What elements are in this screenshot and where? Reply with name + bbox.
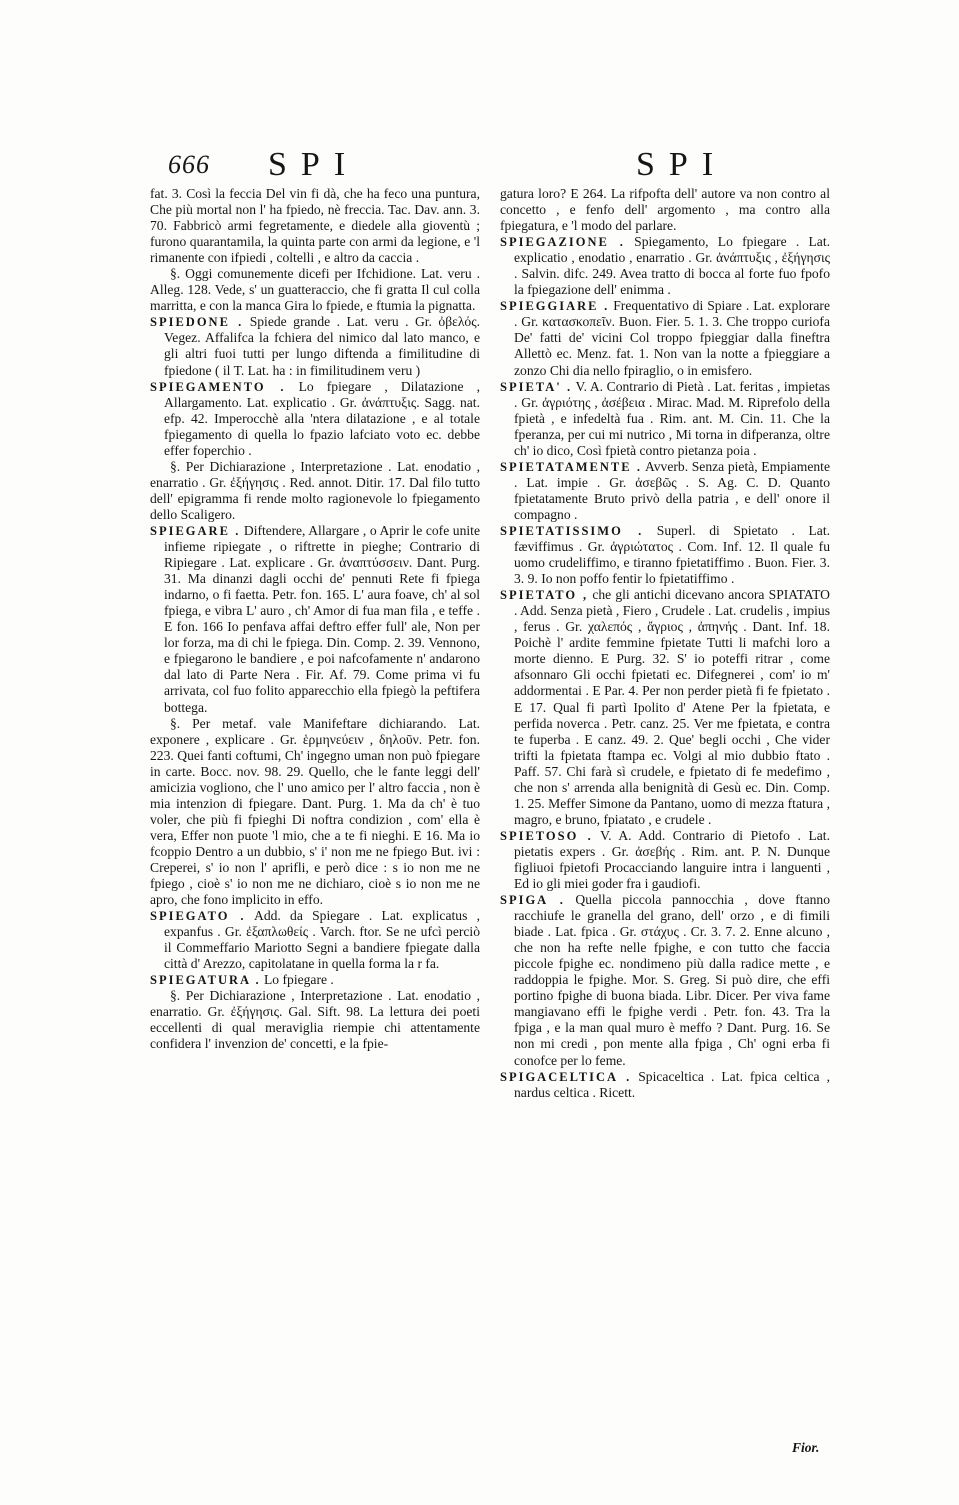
entry-headword: SPIETATAMENTE .	[500, 459, 643, 474]
entry-headword: SPIEGGIARE .	[500, 299, 610, 314]
dictionary-entry	[150, 972, 480, 988]
entry-text: §. Per Dichiarazione , Interpretazione . Lat. enodatio , enarratio . Gr. ἐξήγησις . Red. annot. Ditir. 17. Dal filo tutto dell' epigramma fi rende molto ragionevole lo fpiegamento dello Scaligero.	[150, 458, 480, 522]
dictionary-entry	[500, 892, 830, 1069]
entry-text: V. A. Contrario di Pietà . Lat. feritas , impietas . Gr. ἀγριότης , ἀσέβεια . Mirac. Mad. M. Riprefolo della fpietà , e infedeltà fua . Rim. ant. M. Cin. 11. Che la fperanza, per cui mi nutrico , Mi torna in difperanza, oltre ch' io dico, Così fpietà contro pietanza poia .	[514, 378, 830, 458]
entry-headword: SPIEGAZIONE .	[500, 235, 625, 250]
dictionary-entry	[500, 587, 830, 828]
entry-text: V. A. Add. Contrario di Pietofo . Lat. pietatis expers . Gr. ἀσεβής . Rim. ant. P. N. Dunque figliuoi fpietofi Procacciando languire intra i languenti , Ed io gli miei goder fra i gaudiofi.	[514, 827, 830, 892]
dictionary-entry	[150, 523, 480, 716]
entry-headword: SPIETATISSIMO .	[500, 523, 644, 538]
entry-headword: SPIEGATO .	[150, 909, 246, 924]
entry-continuation	[500, 186, 830, 234]
entry-text: fat. 3. Così la feccia Del vin fi dà, che ha feco una puntura, Che più mortal non l' ha fpiedo, nè freccia. Tac. Dav. ann. 3. 70. Fabbricò armi fegretamente, e diedele alla gioventù ; furono quarantamila, la quinta parte con armi da legione, e 'l rimanente con ifpiedi , coltelli , e altro da caccia .	[150, 186, 480, 266]
entry-subsense	[150, 716, 480, 909]
dictionary-entry	[500, 234, 830, 298]
entry-subsense	[150, 266, 480, 314]
dictionary-entry	[150, 908, 480, 972]
entry-text: Spiegamento, Lo fpiegare . Lat. explicatio , enodatio , enarratio . Gr. ἀνάπτυξις , ἐξήγησις . Salvin. difc. 249. Avea tratto di bocca al forte fuo fpofo la fpiegazione dell' enimma .	[514, 234, 830, 298]
entry-headword: SPIETA' .	[500, 379, 573, 394]
entry-headword: SPIETOSO .	[500, 828, 593, 843]
entry-headword: SPIGACELTICA .	[500, 1069, 632, 1084]
entry-text: gatura loro? E 264. La rifpofta dell' autore va non contro al concetto , e fenfo dell' argomento , ma contro alla fpiegatura, e 'l modo del parlare.	[500, 186, 830, 234]
running-head-left: SPI	[268, 146, 360, 183]
entry-text: Add. da Spiegare . Lat. explicatus , expanfus . Gr. ἐξαπλωθείς . Varch. ftor. Se ne ufcì perciò il Commeffario Mariotto Segni a bandiere fpiegate dalla città d' Arezzo, capitolatane in quella forma la r fa.	[164, 908, 480, 972]
dictionary-entry	[150, 314, 480, 378]
entry-text: Spicaceltica . Lat. fpica celtica , nardus celtica . Ricett.	[514, 1068, 831, 1100]
entry-text: §. Per Dichiarazione , Interpretazione . Lat. enodatio , enarratio. Gr. ἐξήγησις. Gal. Sift. 98. La lettura dei poeti eccellenti di qual meraviglia riempie chi attentamente confidera l' invenzion de' concetti, e la fpie-	[150, 988, 480, 1052]
entry-headword: SPIEDONE .	[150, 315, 244, 330]
dictionary-entry	[150, 379, 480, 459]
dictionary-entry	[500, 379, 830, 459]
dictionary-entry	[500, 828, 830, 892]
entry-text: Frequentativo di Spiare . Lat. explorare . Gr. κατασκοπεῖν. Buon. Fier. 5. 1. 3. Che troppo curiofa De' fatti de' vicini Col troppo fpieggiar dalla fineftra Allettò ec. Menz. fat. 1. Non van la notte a fpieggiare a zonzo Chi dia nello fpiraglio, o in emisfero.	[514, 298, 830, 378]
entry-text: Lo fpiegare .	[260, 972, 334, 988]
entry-subsense	[150, 988, 480, 1052]
page-number: 666	[168, 150, 210, 179]
entry-headword: SPIETATO ,	[500, 588, 589, 603]
entry-headword: SPIEGATURA .	[150, 973, 261, 988]
entry-subsense	[150, 459, 480, 523]
dictionary-entry	[500, 1069, 830, 1101]
entry-text: Avverb. Senza pietà, Empiamente . Lat. impie . Gr. ἀσεβῶς . S. Ag. C. D. Quanto fpietatamente Bruto privò della patria , e dell' onore il compagno .	[514, 458, 830, 522]
dictionary-entry	[500, 298, 830, 378]
entry-headword: SPIEGARE .	[150, 523, 241, 538]
entry-text: Quella piccola pannocchia , dove ftanno racchiufe le granella del grano, dell' orzo , e di fimili biade . Lat. fpica . Gr. στάχυς . Cr. 3. 7. 2. Enne alcuno , che non ha refte nelle fpighe, e con tutto che faccia piccole fpighe ec. nondimeno più dalla radice mette , e raddoppia le fpighe. Mor. S. Greg. Si può dire, che effi portino fpighe di buona biada. Libr. Dicer. Per viva fame mangiavano effi le fpighe verdi . Petr. fon. 43. Tra la fpiga , e la man qual muro è meffo ? Dant. Purg. 16. Se non mi credi , pon mente alla fpiga , Ch' ogni erba fi conofce per lo feme.	[514, 892, 831, 1068]
catchword: Fior.	[792, 1440, 820, 1455]
running-head-right: SPI	[636, 146, 728, 183]
entry-text: Superl. di Spietato . Lat. fæviffimus . Gr. ἀγριώτατος . Com. Inf. 12. Il quale fu uomo crudeliffimo, e tiranno fpietatiffimo . Buon. Fier. 3. 3. 9. Io non poffo fentir lo fpietatiffimo .	[514, 522, 830, 587]
entry-headword: SPIEGAMENTO .	[150, 379, 286, 394]
dictionary-entry	[500, 523, 830, 587]
entry-text: Spiede grande . Lat. veru . Gr. ὀβελός. Vegez. Affalifca la fchiera del nimico dal lato manco, e gli altri fuoi tutti per lungo diftenda a fimilitudine di fpiedone ( il T. Lat. ha : in fimilitudinem veru )	[164, 314, 481, 378]
dictionary-entry	[500, 459, 830, 523]
entry-headword: SPIGA .	[500, 893, 565, 908]
entry-text: §. Oggi comunemente dicefi per Ifchidione. Lat. veru . Alleg. 128. Vede, s' un guatteraccio, che fi gratta Il cul colla marritta, e con la manca Gira lo fpiede, e ftumia la pignatta.	[150, 266, 480, 314]
left-column	[150, 186, 480, 1053]
right-column	[500, 186, 830, 1101]
entry-text: Lo fpiegare , Dilatazione , Allargamento. Lat. explicatio . Gr. ἀνάπτυξις. Sagg. nat. efp. 42. Imperocchè alla 'ntera dilatazione , e al totale fpiegamento di quella lo fpazio lafciato voto ec. debbe effer foperchio .	[164, 378, 480, 458]
entry-continuation	[150, 186, 480, 266]
entry-text: §. Per metaf. vale Manifeftare dichiarando. Lat. exponere , explicare . Gr. ἑρμηνεύειν , δηλοῦν. Petr. fon. 223. Quei fanti coftumi, Ch' ingegno uman non può fpiegare in carte. Bocc. nov. 98. 29. Quello, che le fante leggi dell' amicizia vogliono, che l' uno amico per l' altro faccia , non è mia intenzion di fpiegare. Dant. Purg. 1. Ma da ch' è tuo voler, che più fi fpieghi Di noftra condizion , com' ella è vera, Effer non puote 'l mio, che a te fi nieghi. E 16. Ma io fcoppio Dentro a un dubbio, s' i' non me ne fpiego But. ivi : Creperei, s' io non l' aprifli, e però dice : s io non me ne fpiego , cioè s' io non me ne dichiaro, cioè s io non me ne apro, che fono implicito in effo.	[150, 715, 480, 908]
entry-text: che gli antichi dicevano ancora SPIATATO . Add. Senza pietà , Fiero , Crudele . Lat. crudelis , impius , ferus . Gr. χαλεπός , ἄγριος , ἀπηνής . Dant. Inf. 18. Poichè l' ardite femmine fpietate Tutti li mafchi loro a morte dienno. E Purg. 32. S' io poteffi ritrar , come afsonnaro Gli occhi fpietati ec. Difegnerei , com' io m' addormentai . E Par. 4. Per non perder pietà fi fe fpietato . E 17. Qual fi partì Ipolito d' Atene Per la fpietata, e perfida noverca . Petr. canz. 25. Ver me fpietata, e contra te fuperba . E canz. 49. 2. Que' begli occhi , Che vider trifti la fpietata ftampa ec. Volgi al mio dubbio ftato . Paff. 57. Chi farà sì crudele, e fpietato di fe medefimo , che non s' arrenda alla benignità di Gesù ec. Din. Comp. 1. 25. Meffer Simone da Pantano, uomo di mezza ftatura , magro, e bruno, fpiatato , e crudele .	[514, 587, 830, 827]
entry-text: Diftendere, Allargare , o Aprir le cofe unite infieme ripiegate , o riftrette in pieghe; Contrario di Ripiegare . Lat. explicare . Gr. ἀναπτύσσειν. Dant. Purg. 31. Ma dinanzi dagli occhi de' pennuti Rete fi fpiega indarno, o fi faetta. Petr. fon. 165. L' aura foave, ch' al sol fpiega, e vibra L' auro , ch' Amor di fua man fila , e teffe . E fon. 166 Io penfava affai deftro effer full' ale, Non per lor forza, ma di chi le fpiega. Din. Comp. 2. 39. Vennono, e fpiegarono le bandiere , e poi nafcofamente n' andarono dal lato di Parte Nera . Fir. Af. 79. Come prima vi fu arrivata, col fuo folito apparecchio ella fpiegò la peftifera bottega.	[164, 522, 480, 715]
